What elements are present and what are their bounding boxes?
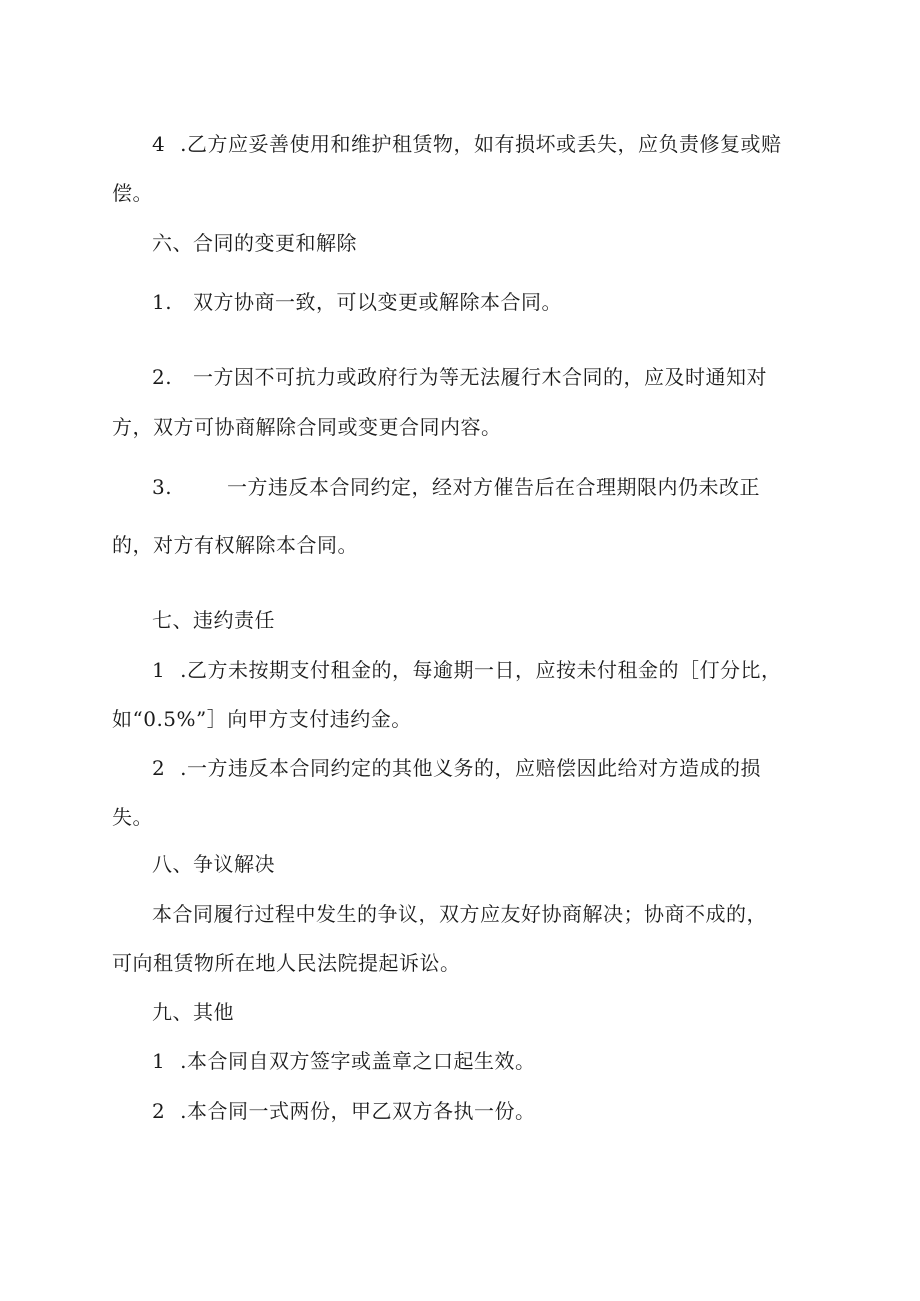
section-6-item-2-line-2: 方，双方可协商解除合同或变更合同内容。 — [112, 415, 502, 439]
section-8-line-1: 本合同履行过程中发生的争议，双方应友好协商解决；协商不成的， — [152, 902, 767, 926]
section-6-title: 六、合同的变更和解除 — [152, 231, 357, 255]
section-7-item-1-number: 1 — [152, 658, 166, 682]
section-6-item-2-text: 一方因不可抗力或政府行为等无法履行木合同的，应及时通知对 — [192, 365, 767, 389]
section-6-item-2-line-1 — [152, 363, 767, 391]
section-6-item-3-number: 3. — [152, 475, 173, 499]
clause-4-line-2: 偿。 — [112, 181, 153, 205]
section-7-item-1-line-1 — [152, 656, 781, 684]
section-6-item-2-number: 2. — [152, 365, 173, 389]
section-6-item-1-text: 双方协商一致，可以变更或解除本合同。 — [192, 290, 562, 314]
section-9-item-1-text: .本合同自双方签字或盖章之口起生效。 — [180, 1049, 536, 1073]
section-7-item-1-line-2: 如“0.5%”］向甲方支付违约金。 — [112, 707, 412, 731]
section-9-title: 九、其他 — [152, 1000, 234, 1024]
clause-4-line-1 — [152, 130, 781, 158]
section-9-item-1-number: 1 — [152, 1049, 166, 1073]
section-8-line-2: 可向租赁物所在地人民法院提起诉讼。 — [112, 951, 461, 975]
section-7-item-2-text: .一方违反本合同约定的其他义务的，应赔偿因此给对方造成的损 — [180, 756, 761, 780]
section-7-item-2-line-2: 失。 — [112, 805, 153, 829]
section-9-item-2-number: 2 — [152, 1099, 166, 1123]
section-6-item-1 — [152, 288, 562, 316]
section-7-title: 七、违约责任 — [152, 608, 275, 632]
section-8-title: 八、争议解决 — [152, 852, 275, 876]
section-6-item-3-line-2: 的，对方有权解除本合同。 — [112, 533, 358, 557]
section-6-item-1-number: 1. — [152, 290, 173, 314]
clause-4-number: 4 — [152, 132, 166, 156]
section-6-item-3-text: 一方违反本合同约定，经对方催告后在合理期限内仍未改正 — [226, 475, 760, 499]
section-7-item-2-line-1 — [152, 754, 761, 782]
section-9-item-1 — [152, 1047, 535, 1075]
clause-4-text: .乙方应妥善使用和维护租赁物，如有损坏或丢失，应负责修复或赔 — [180, 132, 782, 156]
section-9-item-2 — [152, 1097, 535, 1125]
section-6-item-3-line-1 — [152, 473, 760, 501]
section-9-item-2-text: .本合同一式两份，甲乙双方各执一份。 — [180, 1099, 536, 1123]
section-7-item-1-text: .乙方未按期支付租金的，每逾期一日，应按未付租金的［仃分比， — [180, 658, 782, 682]
section-7-item-2-number: 2 — [152, 756, 166, 780]
